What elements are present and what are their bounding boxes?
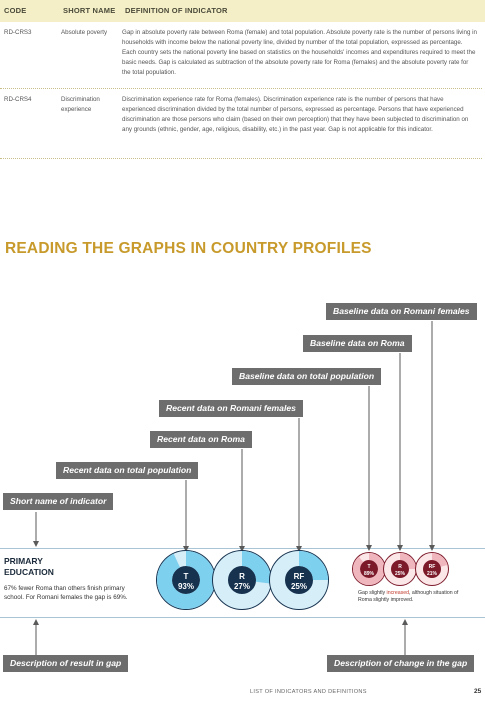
recent-donuts <box>156 550 329 610</box>
baseline-donut-rf <box>415 552 449 586</box>
baseline-donut-r-value: 25% <box>394 571 406 577</box>
label-recent-roma: Recent data on Roma <box>150 431 252 448</box>
gap-change-note: Gap slightly increased, although situation of Roma slightly improved. <box>358 590 459 603</box>
label-recent-romani-females: Recent data on Romani females <box>159 400 303 417</box>
indicator-title: PRIMARY EDUCATION <box>4 556 54 577</box>
baseline-donut-r <box>383 552 417 586</box>
row-code: RD-CRS3 <box>4 29 32 36</box>
indicator-description: 67% fewer Roma than others finish primary school. For Romani females the gap is 69%. <box>4 585 128 601</box>
label-baseline-roma: Baseline data on Roma <box>303 335 412 352</box>
recent-donut-r <box>212 550 272 610</box>
recent-donut-rf-value: 25% <box>290 582 308 591</box>
row-definition: Gap in absolute poverty rate between Roma (female) and total population. Absolute poverty rate is the number of persons living in households with income below the national poverty line, divided by number of the total population, expressed as percentage. Each country sets the national poverty line based on statistics on the households' incomes and expenditures required to meet the basic needs. Gap is calculated as subtraction of the absolute poverty rate for Roma (females) and the absolute poverty rate for the total population. <box>122 29 477 76</box>
section-heading: READING THE GRAPHS IN COUNTRY PROFILES <box>5 240 372 257</box>
header-short-name: SHORT NAME <box>63 6 116 15</box>
recent-donut-r-letter: R <box>239 572 245 581</box>
recent-donut-t-value: 93% <box>177 582 195 591</box>
label-baseline-total: Baseline data on total population <box>232 368 381 385</box>
label-recent-total: Recent data on total population <box>56 462 198 479</box>
recent-donut-rf <box>269 550 329 610</box>
baseline-donut-r-letter: R <box>398 564 402 570</box>
baseline-donut-t-letter: T <box>367 564 371 570</box>
label-desc-change: Description of change in the gap <box>327 655 474 672</box>
footer-section: LIST OF INDICATORS AND DEFINITIONS <box>250 689 367 695</box>
recent-donut-t-letter: T <box>183 572 189 581</box>
row-code: RD-CRS4 <box>4 96 32 103</box>
baseline-donut-t-value: 89% <box>363 571 375 577</box>
header-code: CODE <box>4 6 27 15</box>
row-definition: Discrimination experience rate for Roma (females). Discrimination experience rate is the number of persons that have experienced discrimination divided by the total number of persons, expressed as percentage. Persons that have experienced discrimination are those persons who claim (based on their own perception) that they have been subjected to discrimination on any grounds (ethnic, gender, age, religious, disability, etc.) in the past year. Gap is not applicable for this indicator. <box>122 96 469 133</box>
recent-donut-r-value: 27% <box>233 582 251 591</box>
baseline-donut-rf-letter: RF <box>428 564 436 570</box>
label-short-name: Short name of indicator <box>3 493 113 510</box>
baseline-donuts <box>352 552 449 586</box>
baseline-donut-t <box>352 552 386 586</box>
page-number: 25 <box>474 688 482 695</box>
baseline-donut-rf-value: 21% <box>426 571 438 577</box>
row-short-name: Discrimination experience <box>61 96 100 113</box>
recent-donut-t <box>156 550 216 610</box>
row-short-name: Absolute poverty <box>61 29 108 36</box>
recent-donut-rf-letter: RF <box>293 572 305 581</box>
label-desc-result: Description of result in gap <box>3 655 128 672</box>
header-definition: DEFINITION OF INDICATOR <box>125 6 228 15</box>
label-baseline-romani-females: Baseline data on Romani females <box>326 303 477 320</box>
